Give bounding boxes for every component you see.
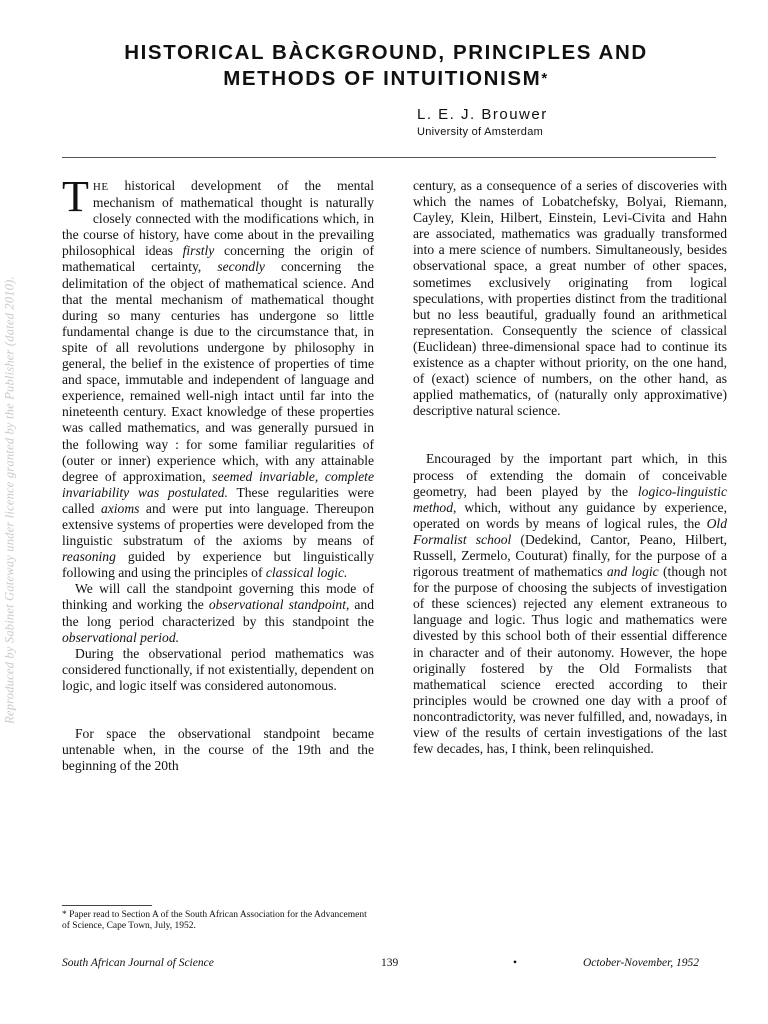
issue-date: October-November, 1952 (583, 957, 700, 969)
drop-cap: T (62, 172, 89, 221)
header-divider (62, 157, 716, 158)
title-line-1: HISTORICAL BÀCKGROUND, PRINCIPLES AND (124, 41, 648, 64)
paragraph: Encouraged by the important part which, in this process of extending the domain of conceivable geometry, had been played by the logico-linguistic method, which, without any guidance by experience, operated on words by means of logical rules, the Old Formalist school (Dedekind, Cantor, Peano, Hilbert, Russell, Zermelo, Couturat) finally, for the purpose of a rigorous treatment of mathematics and logic (though not for the purpose of choosing the subjects of investigation of these sciences) rejected any element extraneous to language and logic. Thus logic and mathematics were divested by this school both of their essential difference in character and of their autonomy. However, the hope originally fostered by the Old Formalists that mathematical science erected according to their principles would be crowned one day with a proof of noncontradictority, was never fulfilled, and, nowadays, in view of the results of certain investigations of the last few decades, has, I think, been relinquished. (413, 451, 727, 757)
right-column (413, 178, 727, 757)
page-number: 139 (381, 957, 399, 969)
author-name: L. E. J. Brouwer (417, 106, 548, 123)
journal-name: South African Journal of Science (62, 957, 214, 969)
article-title (60, 40, 712, 92)
footer-bullet: • (513, 957, 518, 969)
title-footnote-mark: * (541, 70, 549, 87)
paragraph: During the observational period mathematics was considered functionally, if not existentially, dependent on logic, and logic itself was considered autonomous. (62, 645, 374, 693)
paragraph: We will call the standpoint governing this mode of thinking and working the observational standpoint, and the long period characterized by this standpoint the observational period. (62, 581, 374, 645)
paragraph: century, as a consequence of a series of discoveries with which the names of Lobatchefsky, Bolyai, Riemann, Cayley, Klein, Hilbert, Einstein, Levi-Civita and Hahn are associated, mathematics was gradually transformed into a mere science of numbers. Simultaneously, besides observational space, a great number of other spaces, sometimes exclusively originating from logical speculations, with properties distinct from the traditional but no less beautiful, gradually found an arithmetical representation. Consequently the science of classical (Euclidean) three-dimensional space had to continue its existence as a chapter without priority, on the one hand, of (exact) science of numbers, on the other hand, as applied mathematics, of (naturally only approximative) descriptive natural science. (413, 178, 727, 419)
footnote-divider (62, 905, 152, 906)
left-column (62, 172, 374, 774)
footnote: * Paper read to Section A of the South African Association for the Advancement of Science, Cape Town, July, 1952. (62, 910, 367, 931)
paragraph: For space the observational standpoint became untenable when, in the course of the 19th and the beginning of the 20th (62, 726, 374, 774)
title-line-2: METHODS OF INTUITIONISM (223, 67, 542, 90)
author-affiliation: University of Amsterdam (417, 126, 544, 138)
paragraph: THE historical development of the mental mechanism of mathematical thought is naturally closely connected with the modifications which, in the course of history, have come about in the prevailing philosophical ideas firstly concerning the origin of mathematical certainty, secondly concerning the delimitation of the object of mathematical science. And that the mental mechanism of mathematical thought during so many centuries has undergone so little fundamental change is due to the circumstance that, in spite of all revolutions undergone by philosophy in general, the belief in the existence of properties of time and space, immutable and independent of language and experience, remained well-nigh intact until far into the nineteenth century. Exact knowledge of these properties was called mathematics, and was generally pursued in the following way : for some familiar regularities of (outer or inner) experience which, with any attainable degree of approximation, seemed invariable, complete invariability was postulated. These regularities were called axioms and were put into language. Thereupon extensive systems of properties were developed from the linguistic substratum of the axioms by means of reasoning guided by experience but linguistically following and using the principles of classical logic. (62, 172, 374, 581)
